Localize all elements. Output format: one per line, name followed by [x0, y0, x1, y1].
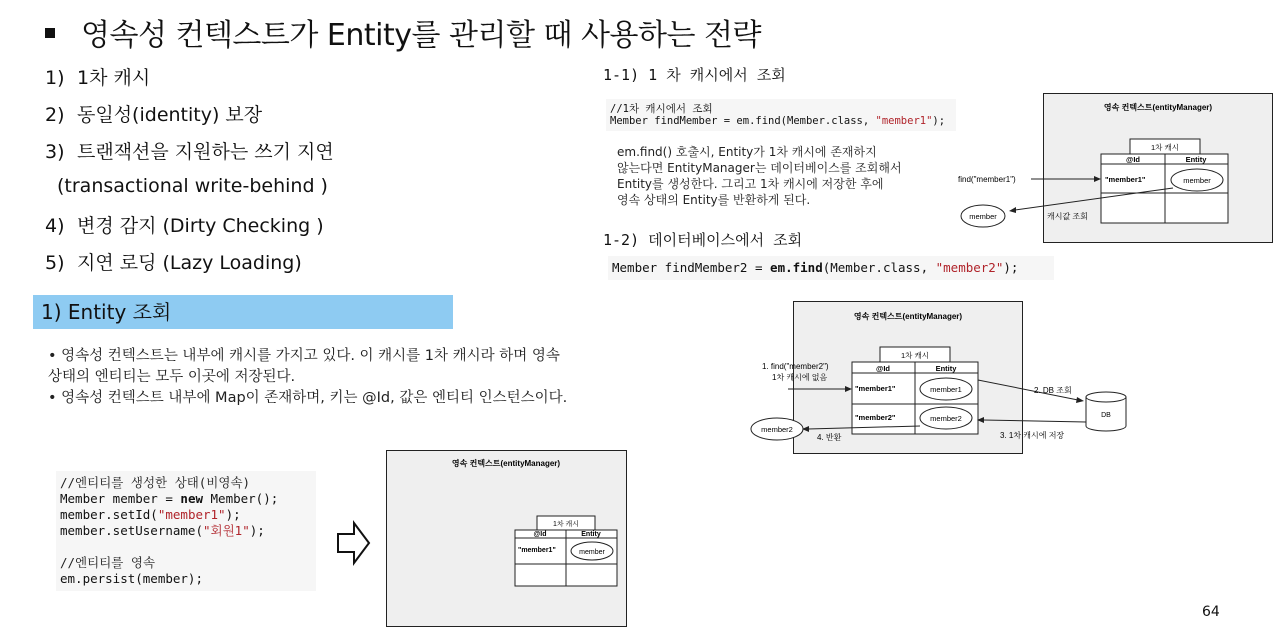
database-label: DB: [1101, 412, 1111, 419]
returned-entity-label: member2: [761, 425, 793, 434]
context-title: 영속 컨텍스트(entityManager): [853, 312, 963, 321]
arrowhead-icon: [1009, 207, 1016, 213]
cache-key: "member1": [855, 384, 896, 393]
cache-key: "member1": [1105, 175, 1146, 184]
cache-label: 1차 캐시: [552, 521, 580, 528]
note-line: 영속 상태의 Entity를 반환하게 된다.: [617, 193, 811, 207]
code-text: Member findMember2 =: [612, 260, 771, 275]
note-line: Entity를 생성한다. 그리고 1차 캐시에 저장한 후에: [617, 177, 884, 191]
col-id-label: @Id: [876, 364, 890, 373]
entity-label: member2: [930, 414, 962, 423]
strategy-num: 1): [45, 67, 65, 89]
code-text: Member();: [203, 491, 279, 506]
persist-code-block: [56, 471, 316, 591]
code-text: Member findMember = em.find(Member.class,: [610, 115, 876, 127]
code-string: "회원1": [203, 523, 250, 538]
return-label: 4. 반환: [817, 433, 842, 442]
strategy-label: 트랜잭션을 지원하는 쓰기 지연: [77, 141, 334, 163]
strategy-num: 5): [45, 252, 65, 274]
subsection-heading: 1-2) 데이터베이스에서 조회: [603, 231, 803, 249]
code-text: );: [932, 115, 946, 127]
strategy-label: 동일성(identity) 보장: [77, 104, 263, 126]
strategy-item: [45, 211, 324, 238]
subsection-heading: 1-1) 1 차 캐시에서 조회: [603, 66, 786, 84]
entity-label: member: [1183, 176, 1211, 185]
strategy-item: [45, 137, 334, 164]
col-id-label: @Id: [533, 531, 547, 538]
col-entity-label: Entity: [581, 531, 601, 538]
code-keyword: em.find: [770, 260, 823, 275]
store-label: 3. 1차 캐시에 저장: [1000, 431, 1065, 440]
code-text: member.setId(: [60, 507, 158, 522]
strategy-label: 지연 로딩 (Lazy Loading): [77, 252, 302, 274]
code-string: "member1": [157, 507, 226, 522]
context-title: 영속 컨텍스트(entityManager): [1103, 103, 1213, 112]
description-line: • 영속성 컨텍스트는 내부에 캐시를 가지고 있다. 이 캐시를 1차 캐시라 하며 영속: [48, 348, 560, 364]
strategy-num: 2): [45, 104, 65, 126]
page-number: 64: [1202, 604, 1220, 620]
strategy-label: 변경 감지 (Dirty Checking ): [77, 215, 324, 237]
code-text: member.setUsername(: [60, 523, 203, 538]
col-entity-label: Entity: [1185, 155, 1207, 164]
cache-miss-label: 1차 캐시에 없음: [772, 373, 828, 382]
persistence-context-diagram-persist: [386, 450, 627, 627]
arrowhead-icon: [1076, 397, 1084, 403]
strategy-item: [45, 248, 302, 275]
strategy-label: (transactional write-behind ): [57, 175, 328, 197]
find2-code-block: [608, 256, 1054, 280]
col-entity-label: Entity: [935, 364, 957, 373]
returned-entity-label: member: [969, 212, 997, 221]
description-line: • 영속성 컨텍스트 내부에 Map이 존재하며, 키는 @Id, 값은 엔티티 인스턴스이다.: [48, 390, 568, 406]
title-text: 영속성 컨텍스트가 Entity를 관리할 때 사용하는 전략: [81, 18, 761, 53]
persistence-context-diagram-cache: [955, 92, 1275, 244]
find-note: [617, 144, 902, 208]
db-query-label: 2. DB 조회: [1034, 386, 1072, 395]
strategy-num: 4): [45, 215, 65, 237]
code-comment: //엔티티를 영속: [60, 555, 156, 570]
code-text: );: [1003, 260, 1019, 275]
entity-label: member1: [930, 385, 962, 394]
database-top: [1086, 392, 1126, 402]
cache-hit-label: 캐시값 조회: [1047, 212, 1088, 221]
note-line: em.find() 호출시, Entity가 1차 캐시에 존재하지: [617, 145, 877, 159]
code-string: "member2": [935, 260, 1004, 275]
find-call-label: find("member1"): [958, 175, 1016, 184]
description-line: 상태의 엔티티는 모두 이곳에 저장된다.: [48, 369, 296, 385]
code-text: );: [225, 507, 241, 522]
section-heading: 1) Entity 조회: [33, 295, 453, 329]
code-string: "member1": [875, 115, 933, 127]
strategy-num: 3): [45, 141, 65, 163]
code-text: em.persist(member);: [60, 571, 203, 586]
strategy-item: [45, 63, 150, 90]
cache-key: "member2": [855, 413, 896, 422]
note-line: 않는다면 EntityManager는 데이터베이스를 조회해서: [617, 161, 902, 175]
persistence-context-diagram-db: [748, 300, 1140, 456]
context-title: 영속 컨텍스트(entityManager): [451, 459, 561, 468]
description: [48, 346, 567, 409]
code-text: (Member.class,: [822, 260, 936, 275]
code-comment: //1차 캐시에서 조회: [610, 103, 713, 115]
code-comment: //엔티티를 생성한 상태(비영속): [60, 475, 251, 490]
code-text: );: [249, 523, 265, 538]
col-id-label: @Id: [1126, 155, 1140, 164]
cache-key: "member1": [518, 547, 556, 554]
code-keyword: new: [180, 491, 203, 506]
find-code-block: [606, 99, 956, 131]
title-bullet: [45, 28, 55, 38]
cache-label: 1차 캐시: [1151, 143, 1179, 152]
strategy-label: 1차 캐시: [77, 67, 151, 89]
strategy-item: [57, 175, 328, 197]
find-call-label: 1. find("member2"): [762, 362, 829, 371]
right-arrow-icon: [336, 520, 372, 566]
cache-label: 1차 캐시: [901, 351, 929, 360]
code-text: Member member =: [60, 491, 181, 506]
page-title: [45, 10, 761, 54]
entity-label: member: [579, 549, 605, 556]
strategy-item: [45, 100, 262, 127]
